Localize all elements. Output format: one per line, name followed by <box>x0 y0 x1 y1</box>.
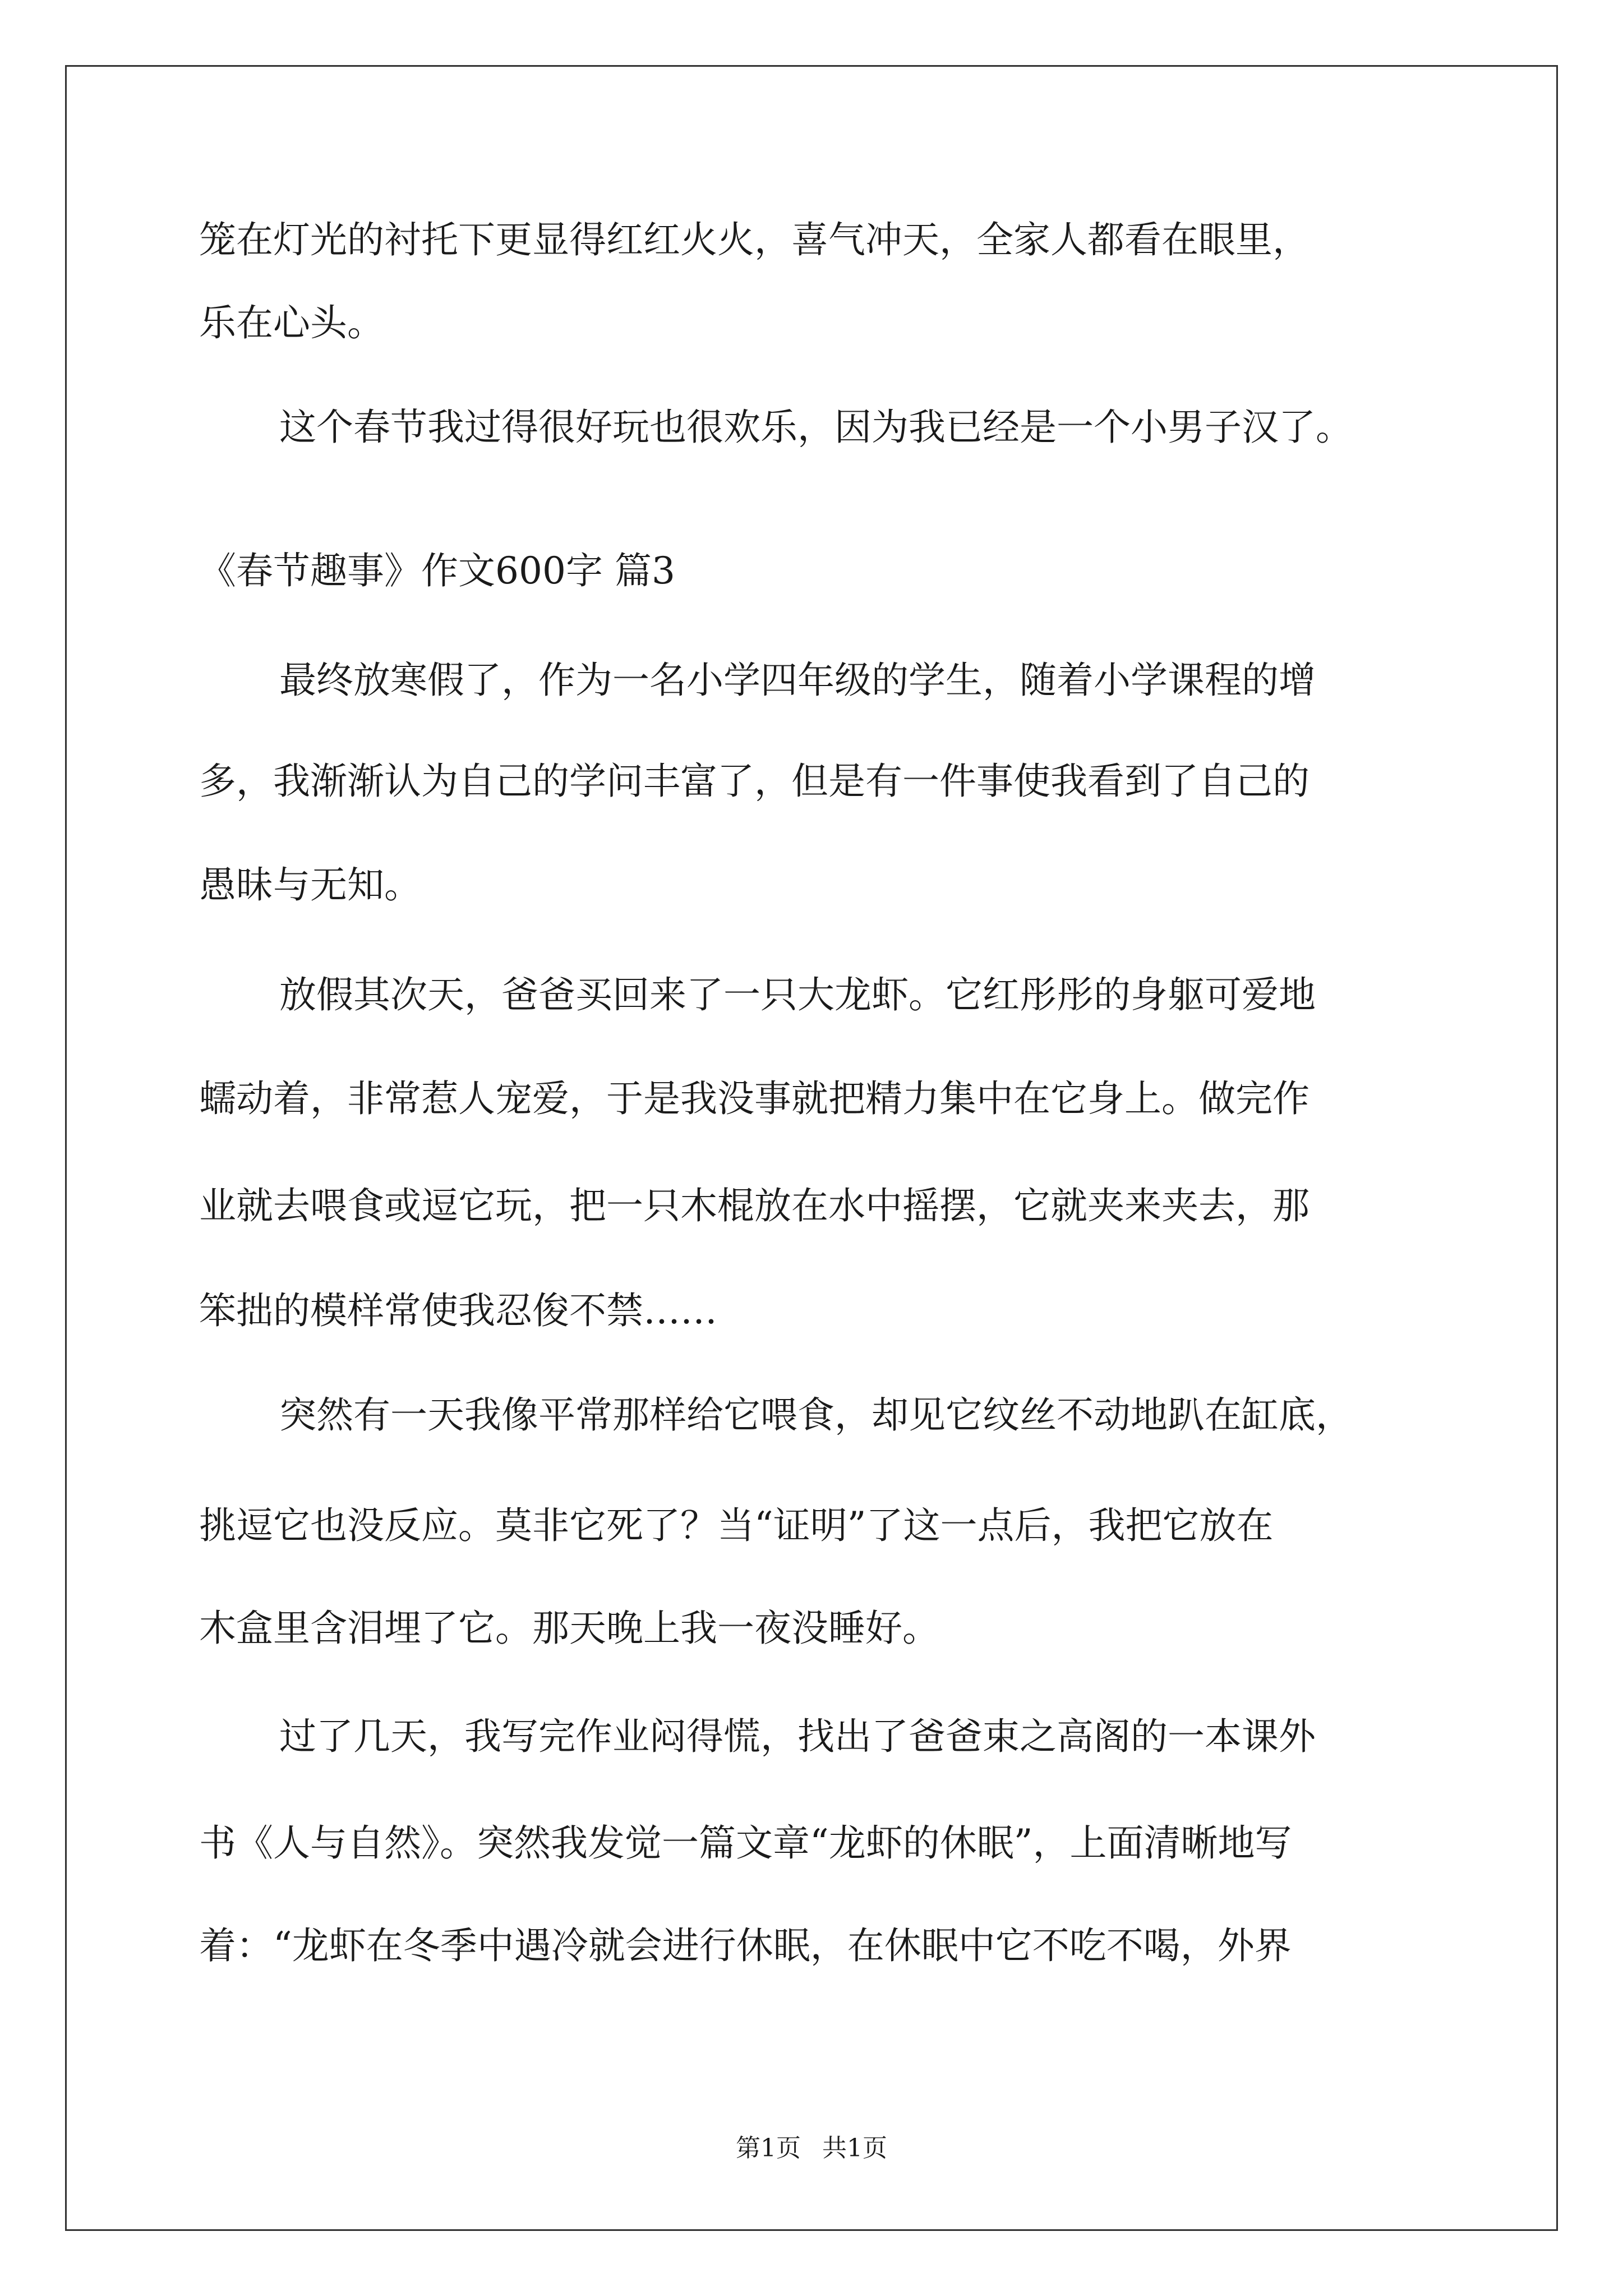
text-line: 挑逗它也没反应。莫非它死了？当“证明”了这一点后，我把它放在 <box>199 1504 1274 1547</box>
text-line: 放假其次天，爸爸买回来了一只大龙虾。它红彤彤的身躯可爱地 <box>279 973 1316 1016</box>
text-line: 木盒里含泪埋了它。那天晚上我一夜没睡好。 <box>199 1607 939 1650</box>
text-line: 笨拙的模样常使我忍俊不禁…… <box>199 1289 717 1332</box>
page-border <box>65 65 1558 2231</box>
page-footer <box>0 2136 1623 2161</box>
page-number: 第1页 <box>736 2134 801 2162</box>
text-line: 笼在灯光的衬托下更显得红红火火，喜气冲天，全家人都看在眼里， <box>199 218 1310 261</box>
text-line: 最终放寒假了，作为一名小学四年级的学生，随着小学课程的增 <box>279 659 1316 702</box>
page-total: 共1页 <box>822 2134 887 2162</box>
text-line: 突然有一天我像平常那样给它喂食，却见它纹丝不动地趴在缸底， <box>279 1393 1353 1437</box>
text-line: 业就去喂食或逗它玩，把一只木棍放在水中摇摆，它就夹来夹去，那 <box>199 1184 1310 1227</box>
text-line: 着：“龙虾在冬季中遇冷就会进行休眠，在休眠中它不吃不喝，外界 <box>199 1924 1292 1967</box>
text-line: 多，我渐渐认为自己的学问丰富了，但是有一件事使我看到了自己的 <box>199 760 1310 803</box>
text-line: 乐在心头。 <box>199 301 384 344</box>
text-line: 这个春节我过得很好玩也很欢乐，因为我已经是一个小男子汉了。 <box>279 406 1353 449</box>
text-line: 愚昧与无知。 <box>199 863 421 907</box>
text-line: 蠕动着，非常惹人宠爱，于是我没事就把精力集中在它身上。做完作 <box>199 1077 1310 1120</box>
text-line: 过了几天，我写完作业闷得慌，找出了爸爸束之高阁的一本课外 <box>279 1715 1316 1758</box>
text-line: 书《人与自然》。突然我发觉一篇文章“龙虾的休眠”，上面清晰地写 <box>199 1821 1292 1865</box>
section-heading: 《春节趣事》作文600字 篇3 <box>199 549 675 592</box>
